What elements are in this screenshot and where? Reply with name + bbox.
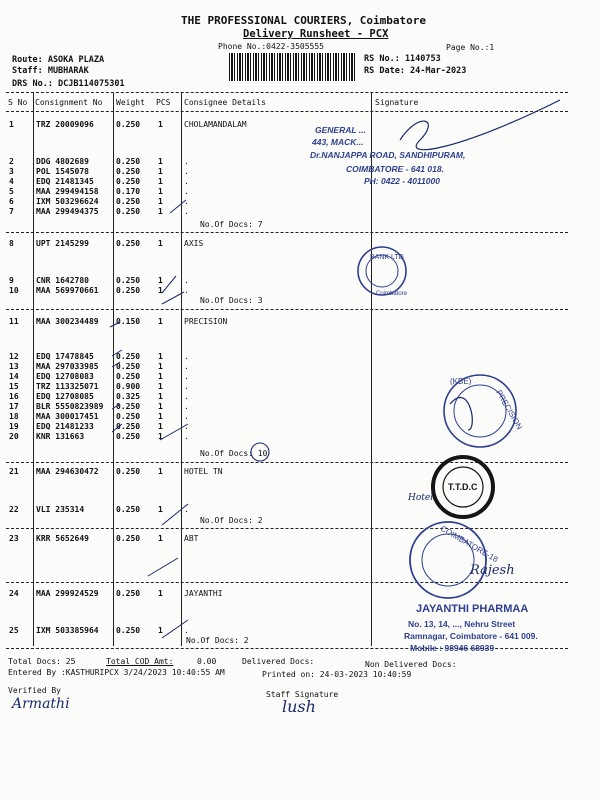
row-consignee: . — [184, 157, 189, 166]
col-pcs: PCS — [156, 98, 171, 107]
row-consignment-no: EDQ 21481345 — [36, 177, 94, 186]
row-pcs: 1 — [158, 534, 163, 543]
row-sno: 3 — [9, 167, 14, 176]
row-consignment-no: KRR 5652649 — [36, 534, 89, 543]
tick-mark — [162, 504, 188, 525]
row-sno: 5 — [9, 187, 14, 196]
row-weight: 0.250 — [116, 276, 141, 285]
tick-marks — [110, 200, 188, 638]
row-sno: 21 — [9, 467, 19, 476]
jayanthi-stamp — [404, 603, 538, 653]
row-pcs: 1 — [158, 317, 163, 326]
row-consignee: . — [184, 422, 189, 431]
row-consignee: AXIS — [184, 239, 204, 248]
row-consignment-no: BLR 5550823989 — [36, 402, 104, 411]
row-consignee: . — [184, 412, 189, 421]
row-pcs: 1 — [158, 276, 163, 285]
svg-text:PRECISION: PRECISION — [494, 388, 525, 432]
row-weight: 0.250 — [116, 239, 141, 248]
row-weight: 0.250 — [116, 167, 141, 176]
row-weight: 0.250 — [116, 412, 141, 421]
row-sno: 6 — [9, 197, 14, 206]
svg-text:Dr.NANJAPPA ROAD, SANDHIPURAM,: Dr.NANJAPPA ROAD, SANDHIPURAM, — [310, 150, 466, 160]
row-consignee: JAYANTHI — [184, 589, 223, 598]
drs-number: DRS No.: DCJB114075301 — [12, 79, 125, 89]
row-consignment-no: MAA 299494375 — [36, 207, 99, 216]
row-pcs: 1 — [158, 187, 163, 196]
row-consignment-no: TRZ 113325071 — [36, 382, 99, 391]
group-docs-2: No.Of Docs: 3 — [200, 296, 263, 305]
col-consignment: Consignment No — [35, 98, 103, 107]
precision-stamp — [444, 375, 524, 447]
row-weight: 0.250 — [116, 362, 141, 371]
row-weight: 0.250 — [116, 177, 141, 186]
row-pcs: 1 — [158, 432, 163, 441]
verified-by-label: Verified By — [8, 686, 61, 695]
circle-mark — [251, 443, 269, 461]
row-consignment-no: VLI 235314 — [36, 505, 85, 514]
row-weight: 0.250 — [116, 505, 141, 514]
row-pcs: 1 — [158, 177, 163, 186]
svg-text:Ramnagar, Coimbatore - 641 009: Ramnagar, Coimbatore - 641 009. — [404, 631, 538, 641]
row-sno: 1 — [9, 120, 14, 129]
row-pcs: 1 — [158, 392, 163, 401]
row-consignment-no: EDQ 17478845 — [36, 352, 94, 361]
row-consignee: . — [184, 432, 189, 441]
svg-text:Rajesh: Rajesh — [470, 563, 515, 578]
row-consignment-no: EDQ 21481233 — [36, 422, 94, 431]
row-consignee: . — [184, 402, 189, 411]
row-consignee: . — [184, 177, 189, 186]
row-consignee: . — [184, 187, 189, 196]
row-weight: 0.250 — [116, 286, 141, 295]
tick-mark — [162, 276, 176, 293]
row-pcs: 1 — [158, 120, 163, 129]
row-sno: 20 — [9, 432, 19, 441]
row-consignment-no: UPT 2145299 — [36, 239, 89, 248]
row-pcs: 1 — [158, 197, 163, 206]
row-sno: 9 — [9, 276, 14, 285]
row-sno: 14 — [9, 372, 19, 381]
row-pcs: 1 — [158, 157, 163, 166]
row-weight: 0.250 — [116, 422, 141, 431]
row-sno: 16 — [9, 392, 19, 401]
row-sno: 24 — [9, 589, 19, 598]
phone-number: Phone No.:0422-3505555 — [218, 42, 324, 51]
row-weight: 0.250 — [116, 626, 141, 635]
col-weight: Weight — [116, 98, 145, 107]
row-consignment-no: MAA 294630472 — [36, 467, 99, 476]
tick-mark — [112, 362, 120, 367]
svg-text:No. 13, 14, ..., Nehru Street: No. 13, 14, ..., Nehru Street — [408, 619, 516, 629]
cholamandalam-signature — [400, 100, 560, 150]
axis-stamp — [358, 247, 408, 297]
tick-mark — [110, 322, 120, 327]
row-consignee: . — [184, 382, 189, 391]
svg-text:BANK LTD: BANK LTD — [370, 254, 404, 261]
row-pcs: 1 — [158, 167, 163, 176]
staff-label: Staff: MUBHARAK — [12, 66, 89, 76]
row-sno: 4 — [9, 177, 14, 186]
total-cod-value: 0.00 — [197, 657, 217, 666]
row-pcs: 1 — [158, 372, 163, 381]
row-pcs: 1 — [158, 505, 163, 514]
row-weight: 0.325 — [116, 392, 141, 401]
row-consignee: . — [184, 505, 189, 514]
row-consignment-no: IXM 503296624 — [36, 197, 99, 206]
entered-by: Entered By :KASTHURIPCX 3/24/2023 10:40:55 AM — [8, 668, 225, 677]
row-pcs: 1 — [158, 626, 163, 635]
row-consignment-no: DDG 4802689 — [36, 157, 89, 166]
row-sno: 13 — [9, 362, 19, 371]
row-pcs: 1 — [158, 412, 163, 421]
row-consignee: HOTEL TN — [184, 467, 223, 476]
row-sno: 23 — [9, 534, 19, 543]
svg-text:Coimbatore: Coimbatore — [376, 291, 408, 297]
tick-mark — [112, 404, 120, 409]
row-weight: 0.250 — [116, 352, 141, 361]
report-subtitle: Delivery Runsheet - PCX — [243, 28, 389, 40]
row-pcs: 1 — [158, 286, 163, 295]
row-weight: 0.250 — [116, 207, 141, 216]
printed-on: Printed on: 24-03-2023 10:40:59 — [262, 670, 412, 679]
row-pcs: 1 — [158, 239, 163, 248]
svg-text:PH: 0422 - 4011000: PH: 0422 - 4011000 — [364, 176, 440, 186]
svg-text:GENERAL ...: GENERAL ... — [315, 125, 366, 135]
row-sno: 25 — [9, 626, 19, 635]
group-docs-4: No.Of Docs: 2 — [200, 516, 263, 525]
row-pcs: 1 — [158, 207, 163, 216]
non-delivered-docs: Non Delivered Docs: — [365, 660, 457, 669]
row-consignment-no: MAA 297033985 — [36, 362, 99, 371]
col-signature: Signature — [375, 98, 419, 107]
rs-date: RS Date: 24-Mar-2023 — [364, 66, 467, 76]
row-consignee: PRECISION — [184, 317, 228, 326]
row-weight: 0.250 — [116, 534, 141, 543]
row-pcs: 1 — [158, 352, 163, 361]
row-sno: 19 — [9, 422, 19, 431]
row-consignee: . — [184, 276, 189, 285]
row-consignee: CHOLAMANDALAM — [184, 120, 247, 129]
row-pcs: 1 — [158, 467, 163, 476]
row-sno: 17 — [9, 402, 19, 411]
delivered-docs: Delivered Docs: — [242, 657, 315, 666]
staff-signature: lush — [282, 697, 316, 716]
route-label: Route: ASOKA PLAZA — [12, 55, 105, 65]
row-consignment-no: POL 1545078 — [36, 167, 89, 176]
row-consignment-no: KNR 131663 — [36, 432, 85, 441]
group-docs-3: No.Of Docs: 10 — [200, 449, 268, 458]
row-sno: 12 — [9, 352, 19, 361]
svg-text:COIMBATORE-18: COIMBATORE-18 — [439, 523, 500, 565]
row-consignee: . — [184, 286, 189, 295]
row-consignment-no: MAA 569970661 — [36, 286, 99, 295]
svg-text:T.T.D.C: T.T.D.C — [448, 482, 478, 492]
row-sno: 22 — [9, 505, 19, 514]
row-consignee: . — [184, 352, 189, 361]
row-weight: 0.250 — [116, 589, 141, 598]
svg-text:443, MACK...: 443, MACK... — [312, 137, 364, 147]
total-docs: Total Docs: 25 — [8, 657, 76, 666]
svg-text:Hotel: Hotel — [408, 493, 434, 503]
col-consignee: Consignee Details — [184, 98, 266, 107]
row-weight: 0.250 — [116, 467, 141, 476]
row-weight: 0.250 — [116, 197, 141, 206]
row-sno: 7 — [9, 207, 14, 216]
row-weight: 0.250 — [116, 157, 141, 166]
tick-mark — [160, 424, 188, 440]
verified-signature: Armathi — [12, 696, 70, 712]
total-cod-label: Total COD Amt: — [106, 657, 174, 666]
row-consignment-no: MAA 300017451 — [36, 412, 99, 421]
row-pcs: 1 — [158, 422, 163, 431]
row-consignee: . — [184, 392, 189, 401]
row-pcs: 1 — [158, 382, 163, 391]
row-consignment-no: MAA 299494158 — [36, 187, 99, 196]
row-consignment-no: TRZ 20009096 — [36, 120, 94, 129]
row-sno: 8 — [9, 239, 14, 248]
row-weight: 0.170 — [116, 187, 141, 196]
svg-text:(KBE): (KBE) — [450, 377, 472, 386]
row-weight: 0.250 — [116, 120, 141, 129]
row-sno: 10 — [9, 286, 19, 295]
tick-mark — [170, 200, 186, 213]
row-consignment-no: EDQ 12708085 — [36, 392, 94, 401]
row-consignee: . — [184, 626, 189, 635]
tick-mark — [162, 292, 184, 304]
staff-signature-label: Staff Signature — [266, 690, 339, 699]
hotel-stamp — [407, 457, 493, 517]
row-sno: 18 — [9, 412, 19, 421]
row-weight: 0.900 — [116, 382, 141, 391]
group-docs-1: No.Of Docs: 7 — [200, 220, 263, 229]
row-sno: 15 — [9, 382, 19, 391]
svg-text:JAYANTHI PHARMAA: JAYANTHI PHARMAA — [416, 603, 529, 615]
row-sno: 11 — [9, 317, 19, 326]
row-weight: 0.250 — [116, 432, 141, 441]
row-consignment-no: CNR 1642780 — [36, 276, 89, 285]
tick-mark — [112, 350, 122, 356]
row-consignee: . — [184, 207, 189, 216]
row-consignee: . — [184, 197, 189, 206]
row-weight: 0.150 — [116, 317, 141, 326]
row-consignee: . — [184, 167, 189, 176]
row-consignee: . — [184, 362, 189, 371]
row-consignee: ABT — [184, 534, 199, 543]
col-sno: S No — [8, 98, 28, 107]
cholamandalam-stamp — [310, 125, 465, 186]
row-weight: 0.250 — [116, 402, 141, 411]
row-weight: 0.250 — [116, 372, 141, 381]
row-consignment-no: MAA 300234489 — [36, 317, 99, 326]
abt-stamp — [410, 522, 515, 598]
row-sno: 2 — [9, 157, 14, 166]
svg-text:COIMBATORE - 641 018.: COIMBATORE - 641 018. — [346, 164, 444, 174]
report-title: THE PROFESSIONAL COURIERS, Coimbatore — [181, 14, 427, 27]
row-pcs: 1 — [158, 402, 163, 411]
tick-mark — [162, 620, 188, 638]
page-number: Page No.:1 — [446, 43, 495, 52]
tick-mark — [112, 424, 122, 432]
row-consignee: . — [184, 372, 189, 381]
svg-text:Mobile : 98946 68939: Mobile : 98946 68939 — [410, 643, 495, 653]
row-consignment-no: EDQ 12708083 — [36, 372, 94, 381]
row-pcs: 1 — [158, 362, 163, 371]
group-docs-5: No.Of Docs: 2 — [186, 636, 249, 645]
row-pcs: 1 — [158, 589, 163, 598]
tick-mark — [148, 558, 178, 576]
rs-number: RS No.: 1140753 — [364, 54, 441, 64]
row-consignment-no: IXM 503385964 — [36, 626, 99, 635]
row-consignment-no: MAA 299924529 — [36, 589, 99, 598]
